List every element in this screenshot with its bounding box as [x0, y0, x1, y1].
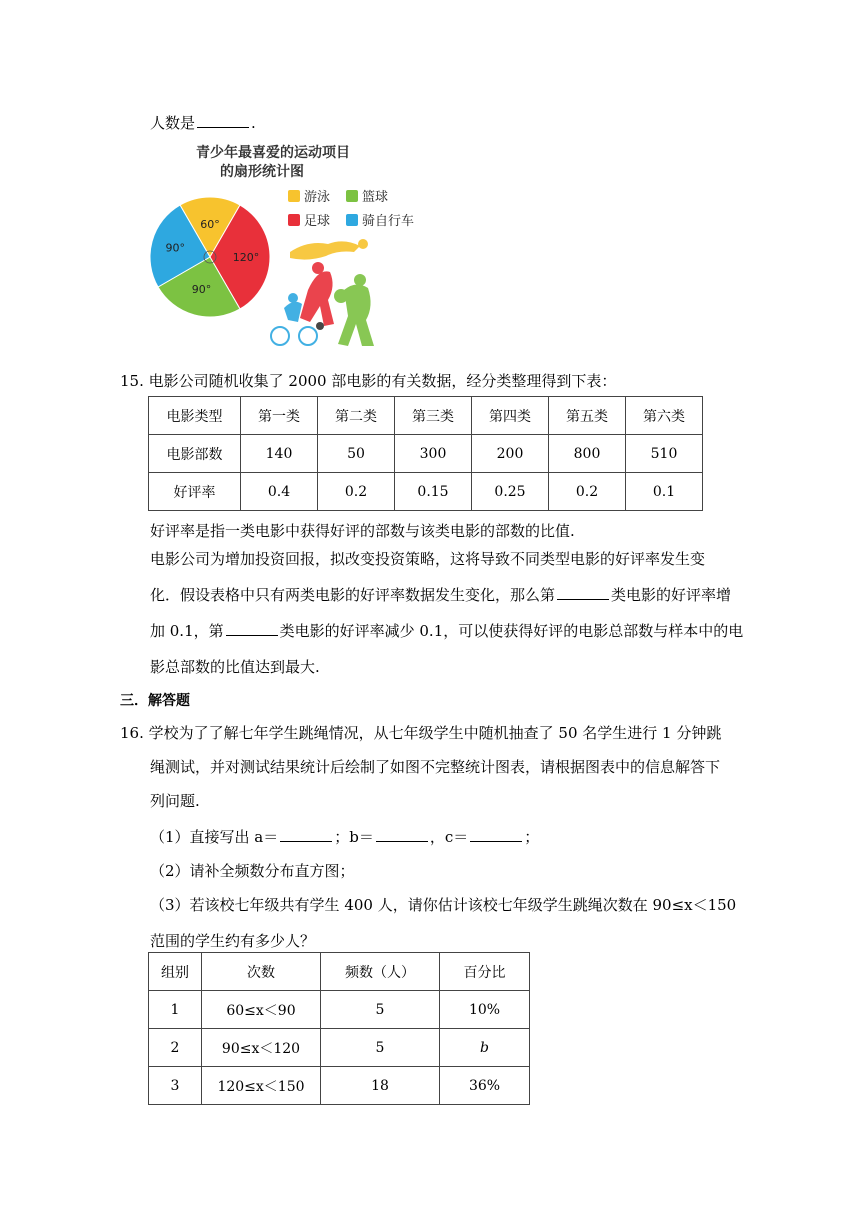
- pie-svg: [148, 140, 428, 355]
- table-cell: 0.2: [549, 473, 626, 511]
- q14-prefix: 人数是: [150, 114, 196, 132]
- answer-blank[interactable]: [280, 827, 332, 842]
- table-cell: 1: [149, 991, 202, 1029]
- pie-slice-label: 60°: [200, 218, 220, 231]
- table-cell: 0.2: [318, 473, 395, 511]
- answer-blank[interactable]: [470, 827, 522, 842]
- q16-s1c: ，c＝: [429, 828, 469, 846]
- table-cell: 好评率: [149, 473, 241, 511]
- q16-sub3-line1: （3）若该校七年级共有学生 400 人，请你估计该校七年级学生跳绳次数在 90≤x＜150: [150, 896, 737, 914]
- table-cell: 频数（人）: [321, 953, 440, 991]
- table-cell: 第二类: [318, 397, 395, 435]
- table-row: [149, 991, 530, 1029]
- answer-blank[interactable]: [557, 585, 609, 600]
- table-cell: 0.25: [472, 473, 549, 511]
- table-cell: 0.4: [241, 473, 318, 511]
- q16-table: [148, 952, 530, 1105]
- table-cell: 60≤x＜90: [202, 991, 321, 1029]
- table-row: [149, 397, 703, 435]
- q15-p2b: 类电影的好评率增: [611, 586, 732, 604]
- table-cell: 0.15: [395, 473, 472, 511]
- table-cell: 90≤x＜120: [202, 1029, 321, 1067]
- q16-sub2: （2）请补全频数分布直方图；: [150, 862, 355, 880]
- q15-note: 好评率是指一类电影中获得好评的部数与该类电影的部数的比值.: [150, 522, 575, 540]
- table-cell: 第一类: [241, 397, 318, 435]
- table-cell: 510: [626, 435, 703, 473]
- table-row: [149, 473, 703, 511]
- q16-line3: 列问题.: [150, 792, 200, 810]
- q16-line2: 绳测试，并对测试结果统计后绘制了如图不完整统计图表，请根据图表中的信息解答下: [150, 758, 721, 776]
- legend-label: 骑自行车: [362, 214, 415, 229]
- table-row: [149, 1029, 530, 1067]
- table-cell: 电影部数: [149, 435, 241, 473]
- table-cell: 18: [321, 1067, 440, 1105]
- table-cell: b: [440, 1029, 530, 1067]
- pie-title-line2: 的扇形统计图: [220, 164, 304, 180]
- table-cell: 2: [149, 1029, 202, 1067]
- table-cell: 第三类: [395, 397, 472, 435]
- legend-label: 篮球: [362, 190, 389, 205]
- table-cell: 第四类: [472, 397, 549, 435]
- table-cell: 组别: [149, 953, 202, 991]
- answer-blank[interactable]: [226, 621, 278, 636]
- table-cell: 第六类: [626, 397, 703, 435]
- q15-p3: [150, 620, 743, 641]
- legend-swimming: [288, 186, 330, 205]
- q15-table: [148, 396, 703, 511]
- pie-slice-label: 90°: [165, 241, 185, 255]
- q16-number: 16.: [120, 724, 144, 742]
- table-cell: 5: [321, 991, 440, 1029]
- table-cell: 次数: [202, 953, 321, 991]
- table-cell: 300: [395, 435, 472, 473]
- q15-number: 15.: [120, 372, 144, 390]
- legend-swatch-icon: [346, 190, 358, 202]
- table-cell: 第五类: [549, 397, 626, 435]
- table-cell: 百分比: [440, 953, 530, 991]
- table-cell: 120≤x＜150: [202, 1067, 321, 1105]
- pie-slice-label: 90°: [191, 282, 212, 296]
- q16-s1d: ；: [524, 828, 540, 846]
- q15-stem-line: [120, 370, 616, 391]
- legend-swatch-icon: [288, 190, 300, 202]
- q14-tail: [150, 112, 256, 133]
- pie-title-line1: 青少年最喜爱的运动项目: [196, 145, 350, 161]
- table-cell: 10%: [440, 991, 530, 1029]
- pie-chart-figure: [148, 140, 428, 355]
- q16-s1a: （1）直接写出 a＝: [150, 828, 279, 846]
- legend-swatch-icon: [346, 214, 358, 226]
- table-row: [149, 435, 703, 473]
- table-cell: 50: [318, 435, 395, 473]
- answer-blank[interactable]: [197, 113, 249, 128]
- table-row: [149, 1067, 530, 1105]
- legend-basketball: [346, 186, 388, 205]
- table-cell: 0.1: [626, 473, 703, 511]
- table-cell: 3: [149, 1067, 202, 1105]
- answer-blank[interactable]: [376, 827, 428, 842]
- q14-suffix: .: [251, 114, 256, 132]
- q16-s1b: ；b＝: [334, 828, 374, 846]
- legend-cycling: [346, 210, 414, 229]
- table-cell: 5: [321, 1029, 440, 1067]
- legend-label: 足球: [304, 214, 331, 229]
- q15-p3a: 加 0.1，第: [150, 622, 224, 640]
- table-cell: 140: [241, 435, 318, 473]
- legend-football: [288, 210, 330, 229]
- pie-slice-label: 120°: [232, 251, 260, 264]
- athlete-silhouettes-icon: [271, 239, 374, 346]
- table-cell: 电影类型: [149, 397, 241, 435]
- section-title: 三．解答题: [120, 693, 190, 709]
- q16-line1: [120, 722, 721, 743]
- q15-stem: 电影公司随机收集了 2000 部电影的有关数据，经分类整理得到下表：: [148, 372, 617, 390]
- q16-l1: 学校为了了解七年学生跳绳情况，从七年级学生中随机抽查了 50 名学生进行 1 分钟跳: [148, 724, 722, 742]
- q15-p2: [150, 584, 731, 605]
- q15-p1: 电影公司为增加投资回报，拟改变投资策略，这将导致不同类型电影的好评率发生变: [150, 550, 706, 568]
- legend-label: 游泳: [304, 190, 331, 205]
- q15-p4: 影总部数的比值达到最大.: [150, 658, 320, 676]
- table-row: [149, 953, 530, 991]
- q16-sub1: [150, 826, 539, 847]
- q15-p3b: 类电影的好评率减少 0.1，可以使获得好评的电影总部数与样本中的电: [279, 622, 744, 640]
- table-cell: 800: [549, 435, 626, 473]
- legend-swatch-icon: [288, 214, 300, 226]
- q15-p2a: 化．假设表格中只有两类电影的好评率数据发生变化，那么第: [150, 586, 556, 604]
- table-cell: 36%: [440, 1067, 530, 1105]
- table-cell: 200: [472, 435, 549, 473]
- q16-sub3-line2: 范围的学生约有多少人？: [150, 932, 316, 950]
